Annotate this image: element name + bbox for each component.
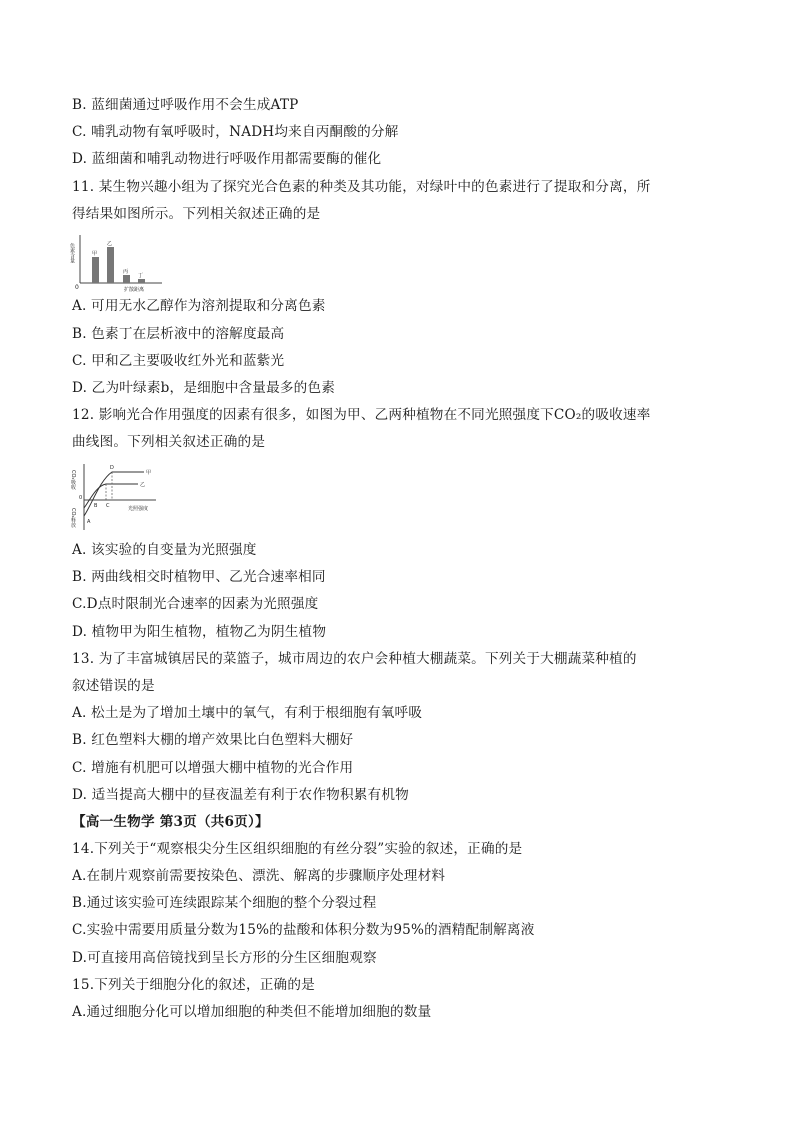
- fig2-origin: 0: [79, 495, 83, 501]
- fig1-x-label: 扩散距离: [124, 287, 145, 293]
- fig1-bar-3: [123, 275, 130, 283]
- fig2-curve-label-1: 甲: [146, 470, 152, 476]
- fig2-y-bottom-label: CO₂释放: [70, 508, 76, 528]
- fig1-bar-label-3: 丙: [123, 269, 129, 275]
- question-11-stem-2: 得结果如图所示。下列相关叙述正确的是: [72, 206, 321, 222]
- pigment-bar-figure: [69, 231, 168, 293]
- fig1-bar-1: [92, 257, 99, 283]
- fig2-point-a: A: [87, 519, 91, 525]
- question-14-stem: 14.下列关于“观察根尖分生区组织细胞的有丝分裂”实验的叙述，正确的是: [72, 841, 523, 857]
- fig2-point-d: D: [110, 465, 114, 471]
- fig1-bar-label-2: 乙: [107, 241, 113, 247]
- question-12-stem-2: 曲线图。下列相关叙述正确的是: [72, 434, 266, 450]
- fig2-curve-label-2: 乙: [140, 482, 146, 488]
- fig1-y-label: 色素含量: [69, 243, 75, 263]
- option-14a: A.在制片观察前需要按染色、漂洗、解离的步骤顺序处理材料: [72, 868, 446, 884]
- question-12-stem-1: 12. 影响光合作用强度的因素有很多，如图为甲、乙两种植物在不同光照强度下CO₂的吸收速率: [72, 407, 651, 423]
- fig1-bar-2: [107, 247, 114, 283]
- co2-curve-figure: [72, 460, 158, 534]
- option-13c: C. 增施有机肥可以增强大棚中植物的光合作用: [72, 760, 354, 776]
- fig1-bar-label-4: 丁: [138, 273, 144, 279]
- fig2-point-b: B: [94, 503, 98, 509]
- option-15a: A.通过细胞分化可以增加细胞的种类但不能增加细胞的数量: [72, 1004, 432, 1020]
- option-10b: B. 蓝细菌通过呼吸作用不会生成ATP: [72, 97, 299, 113]
- option-11a: A. 可用无水乙醇作为溶剂提取和分离色素: [72, 298, 326, 314]
- option-11c: C. 甲和乙主要吸收红外光和蓝紫光: [72, 353, 285, 369]
- option-12b: B. 两曲线相交时植物甲、乙光合速率相同: [72, 569, 326, 585]
- option-10d: D. 蓝细菌和哺乳动物进行呼吸作用都需要酶的催化: [72, 151, 382, 167]
- fig1-bar-label-1: 甲: [92, 251, 98, 257]
- page-footer-label: 【高一生物学 第3页（共6页）】: [72, 814, 269, 830]
- option-12a: A. 该实验的自变量为光照强度: [72, 542, 257, 558]
- option-12d: D. 植物甲为阳生植物，植物乙为阴生植物: [72, 624, 327, 640]
- option-14b: B.通过该实验可连续跟踪某个细胞的整个分裂过程: [72, 895, 377, 911]
- option-13b: B. 红色塑料大棚的增产效果比白色塑料大棚好: [72, 732, 354, 748]
- option-14d: D.可直接用高倍镜找到呈长方形的分生区细胞观察: [72, 950, 377, 966]
- fig1-bar-4: [138, 279, 145, 283]
- fig2-curve-2: [84, 484, 138, 508]
- question-13-stem-1: 13. 为了丰富城镇居民的菜篮子，城市周边的农户会种植大棚蔬菜。下列关于大棚蔬菜种植的: [72, 651, 637, 667]
- option-14c: C.实验中需要用质量分数为15%的盐酸和体积分数为95%的酒精配制解离液: [72, 922, 535, 938]
- question-15-stem: 15.下列关于细胞分化的叙述，正确的是: [72, 977, 315, 993]
- option-11d: D. 乙为叶绿素b，是细胞中含量最多的色素: [72, 380, 336, 396]
- fig1-origin: 0: [75, 284, 79, 291]
- option-11b: B. 色素丁在层析液中的溶解度最高: [72, 326, 285, 342]
- question-13-stem-2: 叙述错误的是: [72, 678, 155, 694]
- option-10c: C. 哺乳动物有氧呼吸时，NADH均来自丙酮酸的分解: [72, 124, 399, 140]
- option-12c: C.D点时限制光合速率的因素为光照强度: [72, 596, 319, 612]
- option-13a: A. 松土是为了增加土壤中的氧气，有利于根细胞有氧呼吸: [72, 705, 423, 721]
- fig2-x-label: 光照强度: [128, 506, 149, 512]
- question-11-stem-1: 11. 某生物兴趣小组为了探究光合色素的种类及其功能，对绿叶中的色素进行了提取和分离，所: [72, 179, 651, 195]
- fig2-point-c: C: [106, 503, 110, 509]
- fig2-y-top-label: CO₂吸收: [70, 470, 76, 490]
- option-13d: D. 适当提高大棚中的昼夜温差有利于农作物积累有机物: [72, 787, 409, 803]
